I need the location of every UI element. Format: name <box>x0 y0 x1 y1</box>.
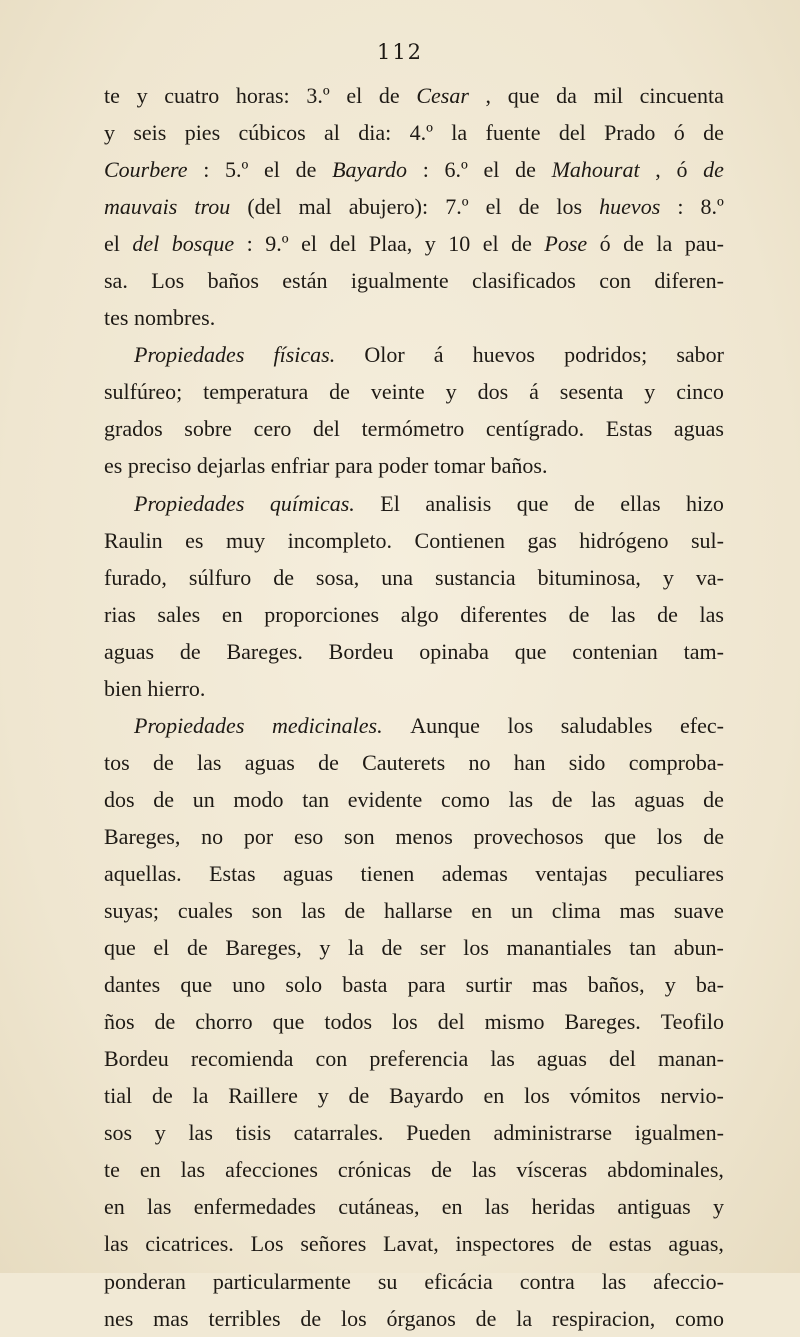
text-line: en las enfermedades cutáneas, en las heridas antiguas y <box>104 1194 724 1220</box>
text-line: mauvais trou (del mal abujero): 7.º el de los huevos : 8.º <box>104 194 724 220</box>
text-line: grados sobre cero del termómetro centígrado. Estas aguas <box>104 416 724 442</box>
text-line: el del bosque : 9.º el del Plaa, y 10 el de Pose ó de la pau- <box>104 231 724 257</box>
text-line: Propiedades físicas. Olor á huevos podridos; sabor <box>134 342 724 368</box>
text-line: nes mas terribles de los órganos de la respiracion, como <box>104 1305 724 1331</box>
text-line: aguas de Bareges. Bordeu opinaba que contenian tam- <box>104 638 724 664</box>
text-line: es preciso dejarlas enfriar para poder tomar baños. <box>104 453 548 479</box>
page-number: 112 <box>376 40 424 64</box>
text-line: dos de un modo tan evidente como las de las aguas de <box>104 786 724 812</box>
text-line: te en las afecciones crónicas de las vísceras abdominales, <box>104 1157 724 1183</box>
text-line: sulfúreo; temperatura de veinte y dos á sesenta y cinco <box>104 379 724 405</box>
text-line: rias sales en proporciones algo diferentes de las de las <box>104 601 724 627</box>
text-line: sos y las tisis catarrales. Pueden administrarse igualmen- <box>104 1120 724 1146</box>
text-line: Propiedades químicas. El analisis que de ellas hizo <box>134 490 724 516</box>
text-line: sa. Los baños están igualmente clasificados con diferen- <box>104 268 724 294</box>
text-line: Bordeu recomienda con preferencia las aguas del manan- <box>104 1046 724 1072</box>
text-line: ponderan particularmente su eficácia contra las afeccio- <box>104 1268 724 1294</box>
text-line: aquellas. Estas aguas tienen ademas ventajas peculiares <box>104 860 724 886</box>
text-line: dantes que uno solo basta para surtir mas baños, y ba- <box>104 972 724 998</box>
text-line: las cicatrices. Los señores Lavat, inspectores de estas aguas, <box>104 1231 724 1257</box>
text-line: Propiedades medicinales. Aunque los saludables efec- <box>134 712 724 738</box>
text-line: te y cuatro horas: 3.º el de Cesar , que da mil cincuenta <box>104 83 724 108</box>
text-line: bien hierro. <box>104 675 206 701</box>
text-line: tial de la Raillere y de Bayardo en los vómitos nervio- <box>104 1083 724 1109</box>
text-line: Raulin es muy incompleto. Contienen gas hidrógeno sul- <box>104 527 724 553</box>
text-line: suyas; cuales son las de hallarse en un clima mas suave <box>104 898 724 924</box>
text-line: Bareges, no por eso son menos provechosos que los de <box>104 823 724 849</box>
text-line: furado, súlfuro de sosa, una sustancia bituminosa, y va- <box>104 564 724 590</box>
text-line: Courbere : 5.º el de Bayardo : 6.º el de Mahourat , ó de <box>104 157 724 183</box>
text-line: tes nombres. <box>104 305 216 331</box>
text-line: y seis pies cúbicos al dia: 4.º la fuente del Prado ó de <box>104 120 724 146</box>
text-line: tos de las aguas de Cauterets no han sido comproba- <box>104 749 724 775</box>
body-text <box>104 77 724 1337</box>
text-line: que el de Bareges, y la de ser los manantiales tan abun- <box>104 935 724 961</box>
text-line: ños de chorro que todos los del mismo Bareges. Teofilo <box>104 1009 724 1035</box>
